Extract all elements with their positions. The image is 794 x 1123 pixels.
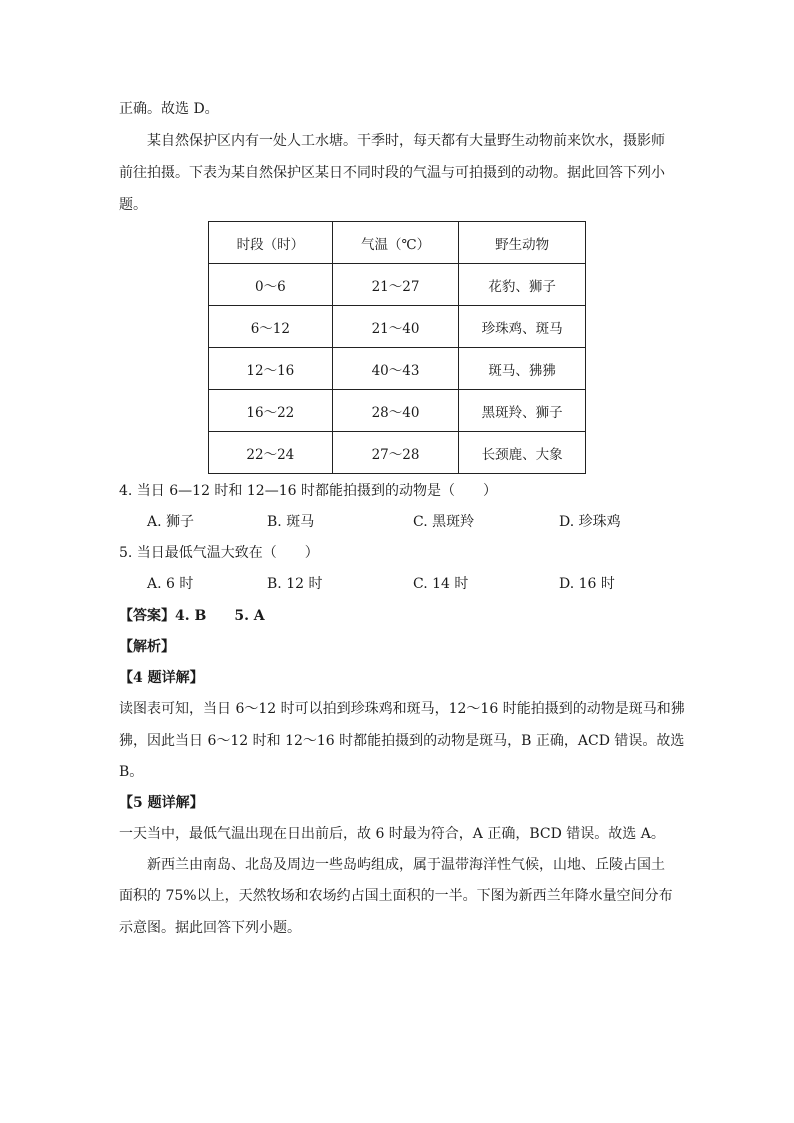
next-passage-line-2: 面积的 75%以上，天然牧场和农场约占国土面积的一半。下图为新西兰年降水量空间分布 bbox=[119, 888, 673, 904]
header-time: 时段（时） bbox=[209, 222, 333, 264]
passage-line-3: 题。 bbox=[119, 197, 147, 213]
cell-time: 0～6 bbox=[209, 264, 333, 306]
cell-time: 12～16 bbox=[209, 348, 333, 390]
passage-line-1: 某自然保护区内有一处人工水塘。干季时，每天都有大量野生动物前来饮水，摄影师 bbox=[147, 133, 665, 149]
question-4-detail-line-3: B。 bbox=[119, 764, 144, 780]
question-4-detail-heading: 【4 题详解】 bbox=[119, 670, 204, 686]
header-animals: 野生动物 bbox=[459, 222, 586, 264]
cell-temperature: 40～43 bbox=[332, 348, 459, 390]
header-temperature: 气温（℃） bbox=[332, 222, 459, 264]
question-5-stem: 5. 当日最低气温大致在（ ） bbox=[119, 545, 319, 561]
temperature-animal-table bbox=[208, 221, 586, 474]
question-5-detail-heading: 【5 题详解】 bbox=[119, 795, 204, 811]
question-5-detail-line-1: 一天当中，最低气温出现在日出前后，故 6 时最为符合，A 正确，BCD 错误。故选 A。 bbox=[119, 826, 665, 842]
question-4-option-a: A. 狮子 bbox=[147, 514, 195, 530]
next-passage-line-3: 示意图。据此回答下列小题。 bbox=[119, 920, 301, 936]
cell-temperature: 27～28 bbox=[332, 432, 459, 474]
analysis-label: 【解析】 bbox=[119, 639, 175, 655]
passage-line-2: 前往拍摄。下表为某自然保护区某日不同时段的气温与可拍摄到的动物。据此回答下列小 bbox=[119, 165, 665, 181]
cell-animals: 斑马、狒狒 bbox=[459, 348, 586, 390]
table-header-row bbox=[209, 222, 586, 264]
table-row bbox=[209, 306, 586, 348]
table-row bbox=[209, 348, 586, 390]
question-4-detail-line-2: 狒，因此当日 6～12 时和 12～16 时都能拍摄到的动物是斑马，B 正确，ACD 错误。故选 bbox=[119, 733, 685, 749]
table-row bbox=[209, 432, 586, 474]
question-4-option-b: B. 斑马 bbox=[267, 514, 315, 530]
table-row bbox=[209, 264, 586, 306]
table-row bbox=[209, 390, 586, 432]
previous-answer-text: 正确。故选 D。 bbox=[119, 101, 219, 117]
question-4-detail-line-1: 读图表可知，当日 6～12 时可以拍到珍珠鸡和斑马，12～16 时能拍摄到的动物是斑马和狒 bbox=[119, 701, 685, 717]
question-5-option-d: D. 16 时 bbox=[559, 576, 615, 592]
question-5-option-c: C. 14 时 bbox=[413, 576, 469, 592]
cell-animals: 长颈鹿、大象 bbox=[459, 432, 586, 474]
cell-animals: 花豹、狮子 bbox=[459, 264, 586, 306]
cell-animals: 珍珠鸡、斑马 bbox=[459, 306, 586, 348]
question-4-option-c: C. 黑斑羚 bbox=[413, 514, 475, 530]
cell-time: 6～12 bbox=[209, 306, 333, 348]
question-4-stem: 4. 当日 6—12 时和 12—16 时都能拍摄到的动物是（ ） bbox=[119, 483, 497, 499]
answer-label: 【答案】4. B 5. A bbox=[119, 608, 265, 624]
cell-animals: 黑斑羚、狮子 bbox=[459, 390, 586, 432]
cell-time: 16～22 bbox=[209, 390, 333, 432]
question-5-option-b: B. 12 时 bbox=[267, 576, 323, 592]
next-passage-line-1: 新西兰由南岛、北岛及周边一些岛屿组成，属于温带海洋性气候，山地、丘陵占国土 bbox=[147, 857, 665, 873]
cell-temperature: 28～40 bbox=[332, 390, 459, 432]
cell-temperature: 21～40 bbox=[332, 306, 459, 348]
cell-temperature: 21～27 bbox=[332, 264, 459, 306]
question-4-option-d: D. 珍珠鸡 bbox=[559, 514, 621, 530]
cell-time: 22～24 bbox=[209, 432, 333, 474]
question-5-option-a: A. 6 时 bbox=[147, 576, 194, 592]
